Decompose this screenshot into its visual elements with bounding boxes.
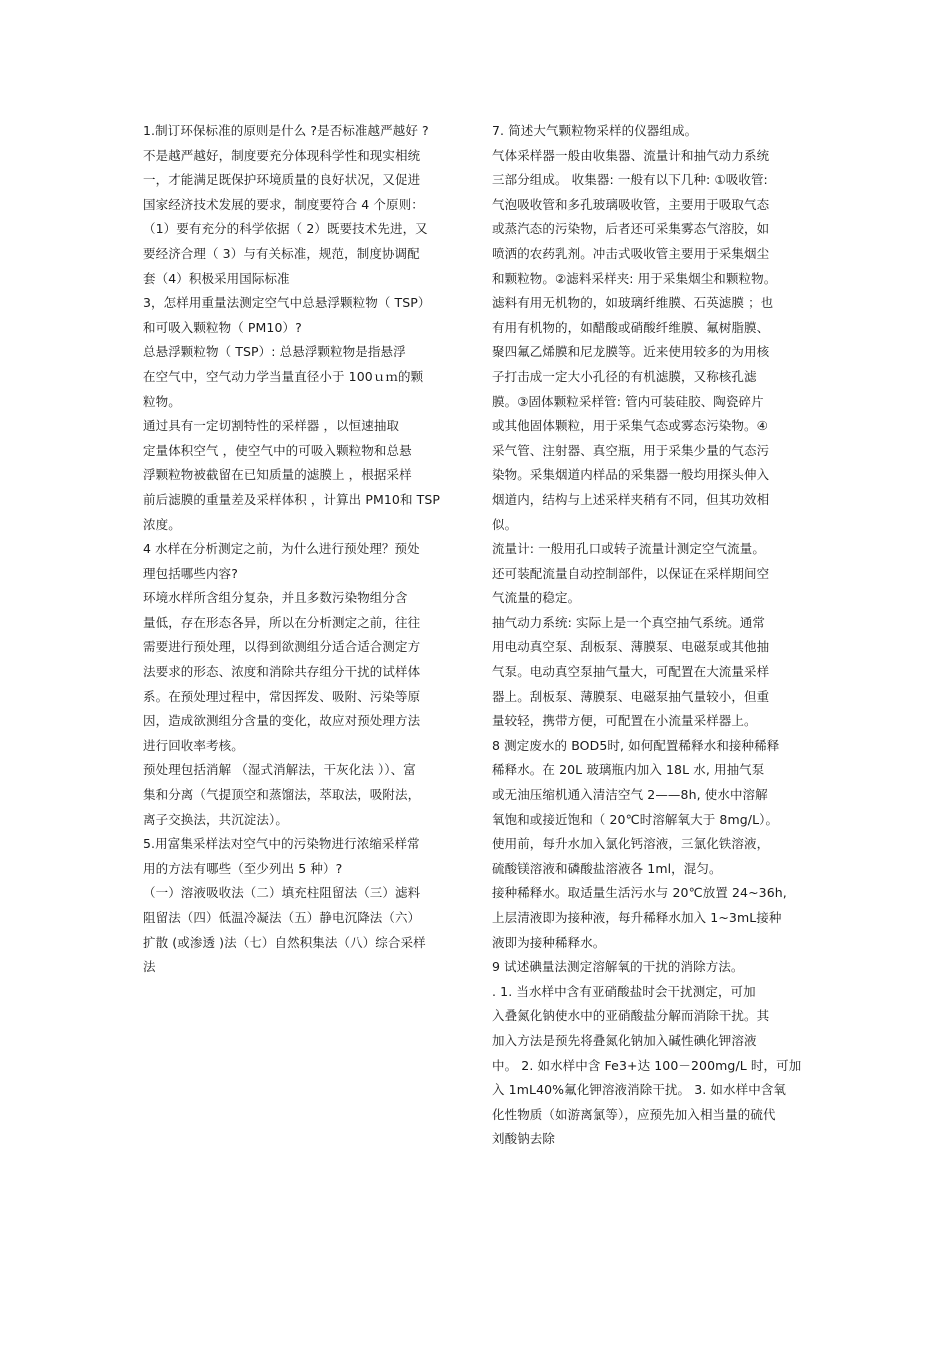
- text-line: 8 测定废水的 BOD5时, 如何配置稀释水和接种稀释: [492, 737, 780, 753]
- text-line: 入叠氮化钠使水中的亚硝酸盐分解而消除干扰。其: [492, 1008, 770, 1024]
- text-line: 加入方法是预先将叠氮化钠加入碱性碘化钾溶液: [492, 1032, 757, 1048]
- text-line: （1）要有充分的科学依据（ 2）既要技术先进，又: [143, 221, 428, 237]
- text-line: 环境水样所含组分复杂，并且多数污染物组分含: [143, 590, 408, 606]
- text-line: 扩散 (或渗透 )法（七）自然积集法（八）综合采样: [143, 934, 426, 950]
- text-line: 硫酸镁溶液和磷酸盐溶液各 1ml，混匀。: [492, 860, 722, 876]
- text-line: 接种稀释水。取适量生活污水与 20℃放置 24~36h,: [492, 885, 787, 901]
- text-line: 7. 简述大气颗粒物采样的仪器组成。: [492, 123, 698, 138]
- text-line: 和颗粒物。②滤料采样夹: 用于采集烟尘和颗粒物。: [492, 270, 777, 286]
- text-line: 进行回收率考核。: [143, 737, 244, 753]
- text-line: 量低，存在形态各异，所以在分析测定之前，往往: [143, 614, 421, 630]
- text-line: 上层清液即为接种液，每升稀释水加入 1~3mL接种: [492, 910, 782, 925]
- text-line: 阻留法（四）低温冷凝法（五）静电沉降法（六）: [143, 910, 421, 925]
- text-line: 需要进行预处理，以得到欲测组分适合适合测定方: [143, 639, 421, 655]
- text-line: 定量体积空气 ，使空气中的可吸入颗粒物和总悬: [143, 442, 412, 458]
- text-line: 三部分组成。 收集器: 一般有以下几种: ①吸收管:: [492, 172, 768, 188]
- text-line: 喷洒的农药乳剂。冲击式吸收管主要用于采集烟尘: [492, 245, 770, 261]
- text-line: 似。: [492, 516, 518, 532]
- text-line: 国家经济技术发展的要求，制度要符合 4 个原则：: [143, 196, 424, 212]
- text-line: 4 水样在分析测定之前，为什么进行预处理？预处: [143, 541, 420, 557]
- text-line: 系。在预处理过程中，常因挥发、吸附、污染等原: [143, 688, 421, 704]
- text-line: 法要求的形态、浓度和消除共存组分干扰的试样体: [143, 664, 421, 680]
- text-line: 在空气中，空气动力学当量直径小于 100ｕｍ的颗: [143, 368, 424, 384]
- text-line: 用电动真空泵、刮板泵、薄膜泵、电磁泵或其他抽: [492, 639, 770, 655]
- left-column: [143, 119, 473, 980]
- text-line: 通过具有一定切割特性的采样器 ，以恒速抽取: [143, 418, 400, 434]
- text-line: （一）溶液吸收法（二）填充柱阻留法（三）滤料: [143, 885, 421, 901]
- text-line: 染物。采集烟道内样品的采集器一般均用探头伸入: [492, 467, 770, 483]
- text-line: 粒物。: [143, 393, 181, 409]
- text-line: 1.制订环保标准的原则是什么 ?是否标准越严越好 ?: [143, 123, 429, 138]
- text-line: 还可装配流量自动控制部件，以保证在采样期间空: [492, 565, 770, 581]
- text-line: 子打击成一定大小孔径的有机滤膜，又称核孔滤: [492, 368, 757, 384]
- text-line: 离子交换法，共沉淀法）。: [143, 811, 288, 827]
- text-line: 中。 2. 如水样中含 Fe3+达 100－200mg/L 时，可加: [492, 1057, 802, 1073]
- text-line: 气流量的稳定。: [492, 590, 581, 606]
- text-line: 量较轻，携带方便，可配置在小流量采样器上。: [492, 713, 757, 729]
- text-line: 烟道内，结构与上述采样夹稍有不同，但其功效相: [492, 491, 770, 507]
- text-line: 氧饱和或接近饱和（ 20℃时溶解氧大于 8mg/L）。: [492, 811, 779, 827]
- text-line: 总悬浮颗粒物（ TSP）: 总悬浮颗粒物是指悬浮: [143, 344, 406, 360]
- text-line: 化性物质（如游离氯等），应预先加入相当量的硫代: [492, 1106, 776, 1122]
- text-line: 或其他固体颗粒，用于采集气态或雾态污染物。④: [492, 418, 768, 434]
- text-line: 不是越严越好，制度要充分体现科学性和现实相统: [143, 147, 421, 163]
- text-line: 稀释水。在 20L 玻璃瓶内加入 18L 水, 用抽气泵: [492, 762, 765, 778]
- text-line: 器上。刮板泵、薄膜泵、电磁泵抽气量较小，但重: [492, 688, 770, 704]
- right-column: [492, 119, 812, 1152]
- text-line: 套（4）积极采用国际标准: [143, 270, 290, 286]
- text-line: 因，造成欲测组分含量的变化，故应对预处理方法: [143, 713, 421, 729]
- text-line: 刘酸钠去除: [492, 1131, 556, 1147]
- text-line: 预处理包括消解 （湿式消解法，干灰化法 ））、富: [143, 762, 416, 778]
- text-line: 理包括哪些内容?: [143, 565, 238, 581]
- text-line: 要经济合理（ 3）与有关标准，规范，制度协调配: [143, 245, 420, 261]
- text-line: 气泵。电动真空泵抽气量大，可配置在大流量采样: [492, 664, 770, 680]
- text-line: 前后滤膜的重量差及采样体积 ，计算出 PM10和 TSP: [143, 491, 441, 507]
- text-line: 气泡吸收管和多孔玻璃吸收管，主要用于吸取气态: [492, 196, 770, 212]
- text-line: 滤料有用无机物的，如玻璃纤维膜、石英滤膜 ；也: [492, 295, 774, 311]
- text-line: 浮颗粒物被截留在已知质量的滤膜上 ，根据采样: [143, 467, 412, 483]
- text-line: 入 1mL40%氟化钾溶液消除干扰。 3. 如水样中含氧: [492, 1082, 787, 1098]
- text-line: 抽气动力系统: 实际上是一个真空抽气系统。通常: [492, 614, 765, 630]
- text-line: 浓度。: [143, 516, 181, 532]
- text-line: 一，才能满足既保护环境质量的良好状况，又促进: [143, 172, 421, 188]
- text-line: 和可吸入颗粒物（ PM10）?: [143, 319, 302, 335]
- text-line: 法: [143, 959, 156, 975]
- text-line: 或无油压缩机通入清洁空气 2——8h, 使水中溶解: [492, 787, 768, 803]
- text-line: 采气管、注射器、真空瓶，用于采集少量的气态污: [492, 442, 770, 458]
- text-line: 5.用富集采样法对空气中的污染物进行浓缩采样常: [143, 836, 420, 852]
- text-line: . 1. 当水样中含有亚硝酸盐时会干扰测定，可加: [492, 983, 756, 999]
- text-line: 气体采样器一般由收集器、流量计和抽气动力系统: [492, 147, 770, 163]
- text-line: 流量计: 一般用孔口或转子流量计测定空气流量。: [492, 541, 765, 557]
- text-line: 膜。③固体颗粒采样管: 管内可装硅胶、陶瓷碎片: [492, 393, 764, 409]
- text-line: 用的方法有哪些（至少列出 5 种）?: [143, 860, 343, 876]
- text-line: 9 试述碘量法测定溶解氧的干扰的消除方法。: [492, 959, 744, 975]
- text-line: 有用有机物的，如醋酸或硝酸纤维膜、氟树脂膜、: [492, 319, 770, 335]
- text-line: 3，怎样用重量法测定空气中总悬浮颗粒物（ TSP）: [143, 295, 431, 311]
- text-line: 使用前，每升水加入氯化钙溶液，三氯化铁溶液，: [492, 836, 770, 852]
- text-line: 或蒸汽态的污染物，后者还可采集雾态气溶胶，如: [492, 221, 770, 237]
- text-line: 聚四氟乙烯膜和尼龙膜等。近来使用较多的为用核: [492, 344, 770, 360]
- text-line: 液即为接种稀释水。: [492, 934, 606, 950]
- text-line: 集和分离（气提顶空和蒸馏法，萃取法，吸附法，: [143, 787, 421, 803]
